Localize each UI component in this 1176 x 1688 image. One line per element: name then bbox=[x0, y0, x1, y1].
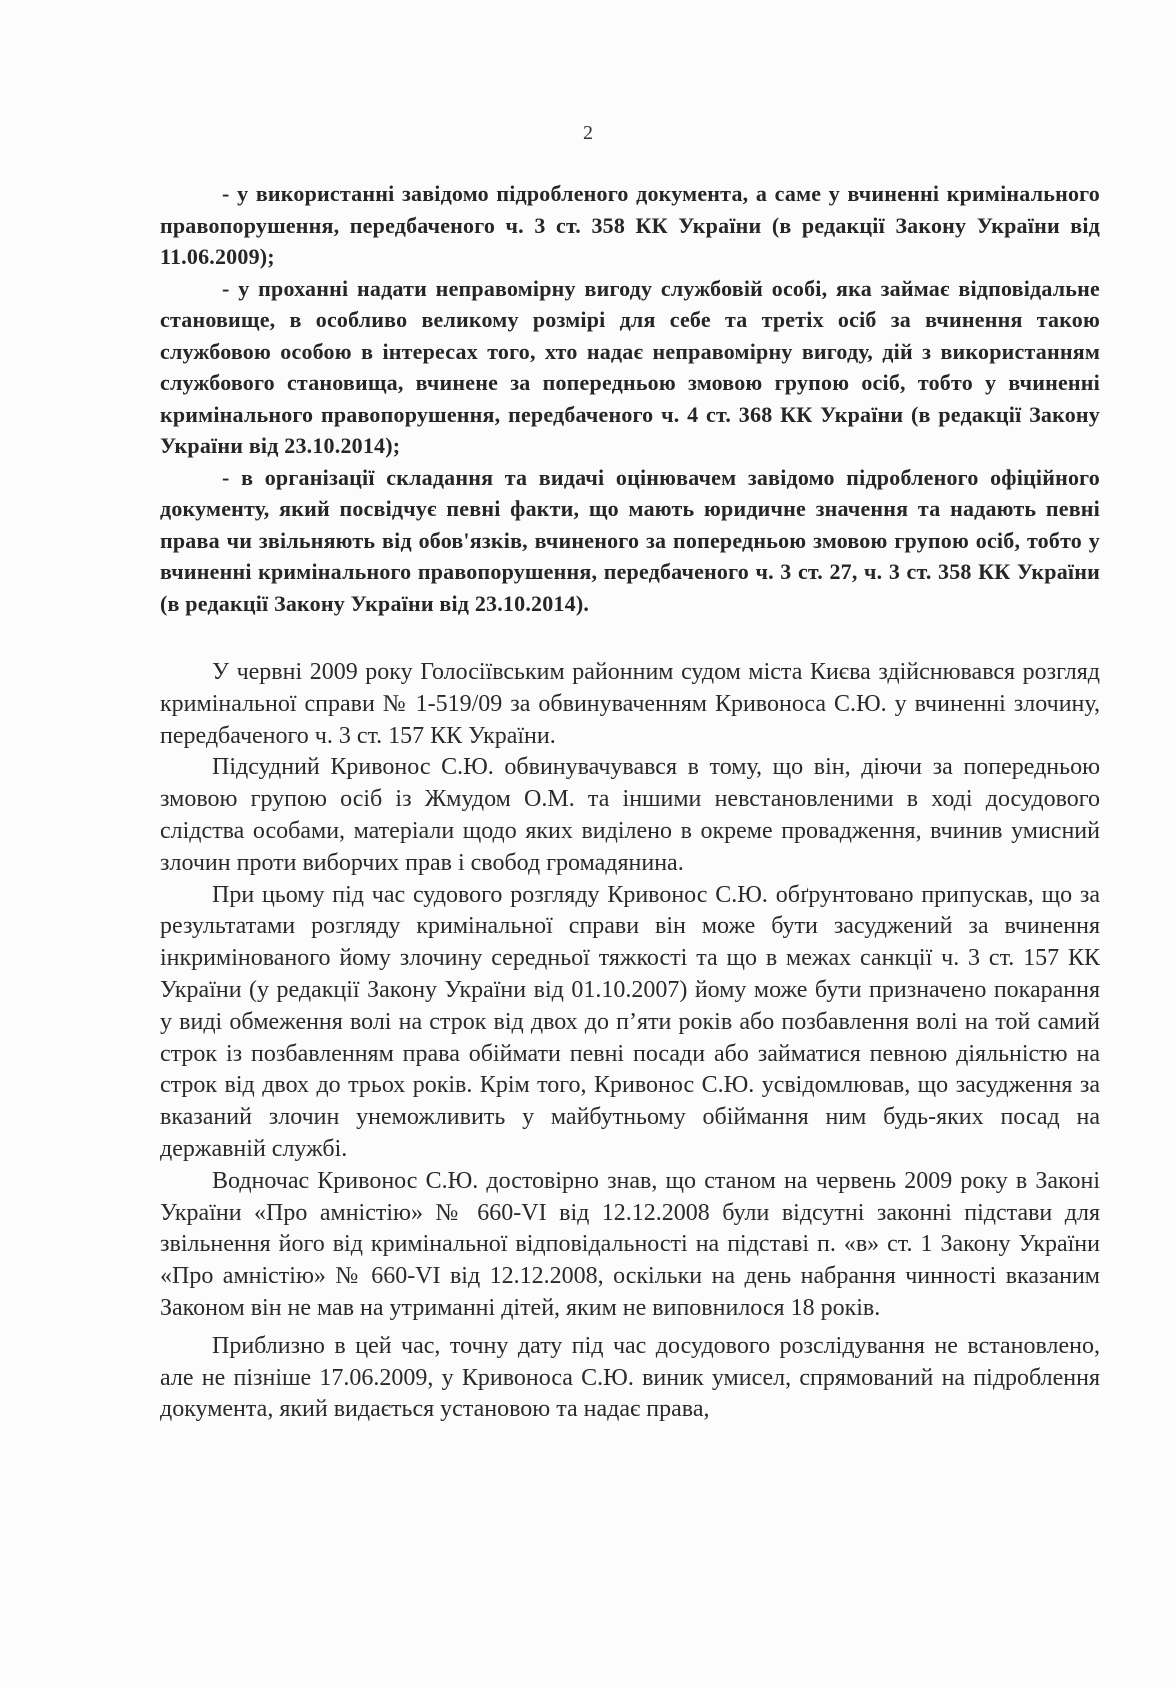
paragraph: Підсудний Кривонос С.Ю. обвинувачувався в тому, що він, діючи за попередньою змовою групою осіб із Жмудом О.М. та іншими невстановленими в ході досудового слідства особами, матеріали щодо яких виділено в окреме провадження, вчинив умисний злочин проти виборчих прав і свобод громадянина. bbox=[160, 754, 1100, 876]
page-number: 2 bbox=[583, 122, 593, 144]
charge-item: - у проханні надати неправомірну вигоду службовій особі, яка займає відповідальне становище, в особливо великому розмірі для себе та третіх осіб за вчинення такою службовою особою в інтересах того, хто надає неправомірну вигоду, дій з використанням службового становища, вчинене за попередньою змовою групою осіб, тобто у вчиненні кримінального правопорушення, передбаченого ч. 4 ст. 368 КК України (в редакції Закону України від 23.10.2014); bbox=[160, 275, 1100, 458]
paragraph: Водночас Кривонос С.Ю. достовірно знав, що станом на червень 2009 року в Законі України «Про амністію» № 660-VI від 12.12.2008 були відсутні законні підстави для звільнення його від кримінальної відповідальності на підставі п. «в» ст. 1 Закону України «Про амністію» № 660-VI від 12.12.2008, оскільки на день набрання чинності вказаним Законом він не мав на утриманні дітей, яким не виповнилося 18 років. bbox=[160, 1167, 1100, 1321]
document-body bbox=[160, 178, 1100, 1426]
charge-item: - в організації складання та видачі оцінювачем завідомо підробленого офіційного документу, який посвідчує певні факти, що мають юридичне значення та надають певні права чи звільняють від обов'язків, вчиненого за попередньою змовою групою осіб, тобто у вчиненні кримінального правопорушення, передбаченого ч. 3 ст. 27, ч. 3 ст. 358 КК України (в редакції Закону України від 23.10.2014). bbox=[160, 464, 1100, 616]
narrative-section bbox=[160, 657, 1100, 1426]
paragraph: При цьому під час судового розгляду Кривонос С.Ю. обґрунтовано припускав, що за результатами розгляду кримінальної справи він може бути засуджений за вчинення інкримінованого йому злочину середньої тяжкості та що в межах санкції ч. 3 ст. 157 КК України (у редакції Закону України від 01.10.2007) йому може бути призначено покарання у виді обмеження волі на строк від двох до п’яти років або позбавлення волі на той самий строк із позбавленням права обіймати певні посади або займатися певною діяльністю на строк від двох до трьох років. Крім того, Кривонос С.Ю. усвідомлював, що засудження за вказаний злочин унеможливить у майбутньому обіймання ним будь-яких посад на державній службі. bbox=[160, 881, 1100, 1162]
charge-item: - у використанні завідомо підробленого документа, а саме у вчиненні кримінального правопорушення, передбаченого ч. 3 ст. 358 КК України (в редакції Закону України від 11.06.2009); bbox=[160, 181, 1100, 269]
paragraph: Приблизно в цей час, точну дату під час досудового розслідування не встановлено, але не пізніше 17.06.2009, у Кривоноса С.Ю. виник умисел, спрямований на підроблення документа, який видається установою та надає права, bbox=[160, 1332, 1100, 1423]
paragraph: У червні 2009 року Голосіївським районним судом міста Києва здійснювався розгляд кримінальної справи № 1-519/09 за обвинуваченням Кривоноса С.Ю. у вчиненні злочину, передбаченого ч. 3 ст. 157 КК України. bbox=[160, 659, 1100, 749]
